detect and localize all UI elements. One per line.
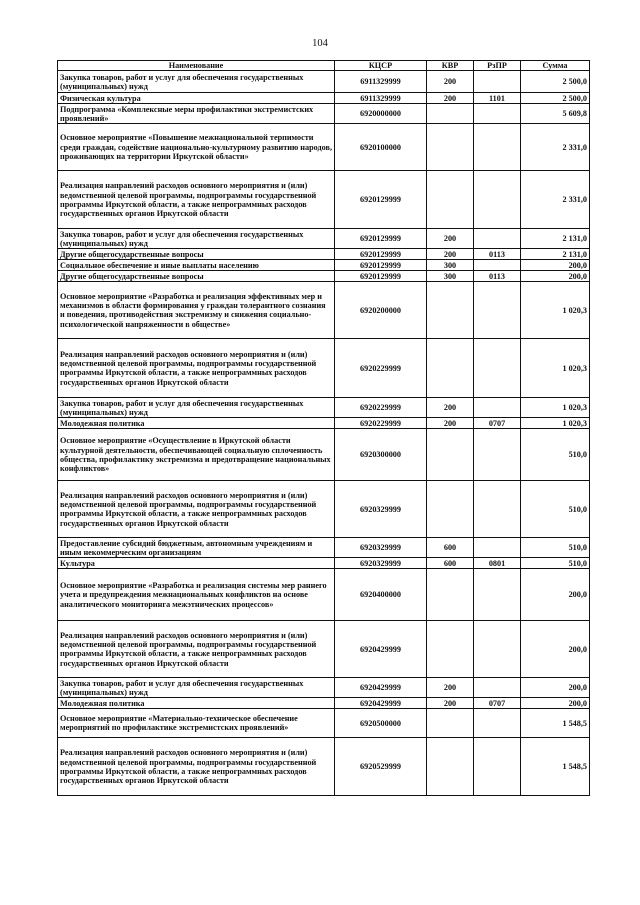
row-kcsr-cell: 6920000000 [335, 104, 427, 124]
table-row [58, 678, 590, 698]
row-rzpr-cell: 1101 [474, 93, 521, 104]
row-sum-cell: 5 609,8 [521, 104, 590, 124]
row-name-cell: Реализация направлений расходов основного мероприятия и (или) ведомственной целевой программы, подпрограммы государственной программы Иркутской области, а также непрограммных расходов государственных органов Иркутской области [58, 621, 335, 678]
row-rzpr-cell [474, 678, 521, 698]
row-rzpr-cell: 0707 [474, 418, 521, 429]
row-rzpr-cell [474, 709, 521, 738]
row-kvr-cell: 200 [427, 678, 474, 698]
row-sum-cell: 2 500,0 [521, 93, 590, 104]
column-header-name: Наименование [58, 61, 335, 71]
row-sum-cell: 1 548,5 [521, 738, 590, 796]
table-row [58, 104, 590, 124]
table-body [58, 71, 590, 796]
row-rzpr-cell: 0113 [474, 249, 521, 260]
column-header-kcsr: КЦСР [335, 61, 427, 71]
column-header-sum: Сумма [521, 61, 590, 71]
row-name-cell: Реализация направлений расходов основного мероприятия и (или) ведомственной целевой программы, подпрограммы государственной программы Иркутской области, а также непрограммных расходов государственных органов Иркутской области [58, 171, 335, 229]
row-name-cell: Основное мероприятие «Разработка и реализация системы мер раннего учета и предупреждения межнациональных конфликтов на основе аналитического мониторинга межэтнических процессов» [58, 569, 335, 621]
column-header-rzpr: РзПР [474, 61, 521, 71]
row-rzpr-cell [474, 124, 521, 171]
row-kvr-cell [427, 569, 474, 621]
row-rzpr-cell [474, 429, 521, 481]
row-rzpr-cell [474, 398, 521, 418]
table-row [58, 282, 590, 339]
row-kcsr-cell: 6920500000 [335, 709, 427, 738]
row-kvr-cell [427, 429, 474, 481]
table-row [58, 249, 590, 260]
row-sum-cell: 200,0 [521, 698, 590, 709]
row-sum-cell: 200,0 [521, 621, 590, 678]
table-row [58, 538, 590, 558]
row-name-cell: Физическая культура [58, 93, 335, 104]
row-kcsr-cell: 6920529999 [335, 738, 427, 796]
row-kcsr-cell: 6920100000 [335, 124, 427, 171]
row-kvr-cell [427, 339, 474, 398]
row-sum-cell: 200,0 [521, 569, 590, 621]
row-kvr-cell [427, 282, 474, 339]
row-name-cell: Закупка товаров, работ и услуг для обеспечения государственных (муниципальных) нужд [58, 678, 335, 698]
row-kcsr-cell: 6911329999 [335, 71, 427, 93]
row-sum-cell: 1 020,3 [521, 398, 590, 418]
row-sum-cell: 200,0 [521, 271, 590, 282]
row-rzpr-cell [474, 171, 521, 229]
row-kvr-cell [427, 124, 474, 171]
row-kvr-cell [427, 481, 474, 538]
row-sum-cell: 2 331,0 [521, 124, 590, 171]
row-kcsr-cell: 6920329999 [335, 558, 427, 569]
row-kvr-cell: 200 [427, 698, 474, 709]
row-sum-cell: 1 020,3 [521, 418, 590, 429]
row-kcsr-cell: 6920229999 [335, 418, 427, 429]
row-kcsr-cell: 6920429999 [335, 678, 427, 698]
row-kvr-cell: 200 [427, 229, 474, 249]
row-sum-cell: 510,0 [521, 558, 590, 569]
table-row [58, 418, 590, 429]
row-name-cell: Культура [58, 558, 335, 569]
row-sum-cell: 200,0 [521, 260, 590, 271]
row-kvr-cell [427, 738, 474, 796]
row-kvr-cell [427, 171, 474, 229]
row-rzpr-cell [474, 104, 521, 124]
row-rzpr-cell [474, 339, 521, 398]
row-name-cell: Другие общегосударственные вопросы [58, 249, 335, 260]
table-row [58, 229, 590, 249]
row-sum-cell: 2 331,0 [521, 171, 590, 229]
table-row [58, 698, 590, 709]
row-kvr-cell: 600 [427, 538, 474, 558]
row-sum-cell: 2 131,0 [521, 249, 590, 260]
row-name-cell: Реализация направлений расходов основного мероприятия и (или) ведомственной целевой программы, подпрограммы государственной программы Иркутской области, а также непрограммных расходов государственных органов Иркутской области [58, 738, 335, 796]
row-kcsr-cell: 6920429999 [335, 621, 427, 678]
row-rzpr-cell: 0707 [474, 698, 521, 709]
row-kvr-cell: 300 [427, 271, 474, 282]
table-row [58, 621, 590, 678]
page-number: 104 [312, 38, 328, 49]
table-header-row [58, 61, 590, 71]
row-sum-cell: 2 131,0 [521, 229, 590, 249]
table-row [58, 481, 590, 538]
row-name-cell: Закупка товаров, работ и услуг для обеспечения государственных (муниципальных) нужд [58, 71, 335, 93]
table-row [58, 429, 590, 481]
row-name-cell: Закупка товаров, работ и услуг для обеспечения государственных (муниципальных) нужд [58, 398, 335, 418]
row-name-cell: Реализация направлений расходов основного мероприятия и (или) ведомственной целевой программы, подпрограммы государственной программы Иркутской области, а также непрограммных расходов государственных органов Иркутской области [58, 481, 335, 538]
row-kvr-cell: 200 [427, 71, 474, 93]
row-kcsr-cell: 6920129999 [335, 229, 427, 249]
row-name-cell: Основное мероприятие «Повышение межнациональной терпимости среди граждан, содействие национально-культурному развитию народов, проживающих на территории Иркутской области» [58, 124, 335, 171]
row-sum-cell: 510,0 [521, 538, 590, 558]
row-rzpr-cell [474, 538, 521, 558]
row-kcsr-cell: 6920329999 [335, 481, 427, 538]
row-kvr-cell: 300 [427, 260, 474, 271]
row-name-cell: Основное мероприятие «Осуществление в Иркутской области культурной деятельности, обеспечивающей социальную сплоченность общества, профилактику экстремизма и предотвращение национальных конфликтов» [58, 429, 335, 481]
row-rzpr-cell [474, 260, 521, 271]
row-kcsr-cell: 6920129999 [335, 249, 427, 260]
budget-table [57, 60, 590, 796]
table-row [58, 260, 590, 271]
row-kvr-cell: 600 [427, 558, 474, 569]
row-name-cell: Другие общегосударственные вопросы [58, 271, 335, 282]
row-kcsr-cell: 6920200000 [335, 282, 427, 339]
row-kcsr-cell: 6920129999 [335, 171, 427, 229]
table-row [58, 339, 590, 398]
row-rzpr-cell [474, 229, 521, 249]
row-kcsr-cell: 6920229999 [335, 339, 427, 398]
table-row [58, 124, 590, 171]
row-sum-cell: 200,0 [521, 678, 590, 698]
row-sum-cell: 510,0 [521, 481, 590, 538]
row-name-cell: Реализация направлений расходов основного мероприятия и (или) ведомственной целевой программы, подпрограммы государственной программы Иркутской области, а также непрограммных расходов государственных органов Иркутской области [58, 339, 335, 398]
table-row [58, 709, 590, 738]
table-row [58, 93, 590, 104]
row-kvr-cell [427, 104, 474, 124]
row-kvr-cell: 200 [427, 249, 474, 260]
row-name-cell: Социальное обеспечение и иные выплаты населению [58, 260, 335, 271]
table-row [58, 71, 590, 93]
row-kcsr-cell: 6920429999 [335, 698, 427, 709]
row-rzpr-cell [474, 621, 521, 678]
row-kcsr-cell: 6920129999 [335, 271, 427, 282]
row-kvr-cell: 200 [427, 398, 474, 418]
column-header-kvr: КВР [427, 61, 474, 71]
row-name-cell: Закупка товаров, работ и услуг для обеспечения государственных (муниципальных) нужд [58, 229, 335, 249]
row-kcsr-cell: 6911329999 [335, 93, 427, 104]
row-kvr-cell: 200 [427, 418, 474, 429]
row-rzpr-cell [474, 71, 521, 93]
row-sum-cell: 1 548,5 [521, 709, 590, 738]
row-sum-cell: 1 020,3 [521, 339, 590, 398]
table-row [58, 171, 590, 229]
row-name-cell: Молодежная политика [58, 698, 335, 709]
table-row [58, 558, 590, 569]
row-rzpr-cell [474, 738, 521, 796]
row-name-cell: Основное мероприятие «Разработка и реализация эффективных мер и механизмов в области формирования у граждан толерантного сознания и поведения, противодействия экстремизму и снижения социально-психологической напряженности в обществе» [58, 282, 335, 339]
row-sum-cell: 1 020,3 [521, 282, 590, 339]
table-row [58, 738, 590, 796]
row-name-cell: Молодежная политика [58, 418, 335, 429]
row-kvr-cell: 200 [427, 93, 474, 104]
row-kvr-cell [427, 709, 474, 738]
row-kcsr-cell: 6920300000 [335, 429, 427, 481]
row-rzpr-cell: 0801 [474, 558, 521, 569]
row-kcsr-cell: 6920129999 [335, 260, 427, 271]
row-rzpr-cell [474, 569, 521, 621]
table-row [58, 569, 590, 621]
row-sum-cell: 2 500,0 [521, 71, 590, 93]
row-sum-cell: 510,0 [521, 429, 590, 481]
row-kcsr-cell: 6920329999 [335, 538, 427, 558]
row-rzpr-cell [474, 481, 521, 538]
row-name-cell: Подпрограмма «Комплексные меры профилактики экстремистских проявлений» [58, 104, 335, 124]
table-row [58, 398, 590, 418]
row-kvr-cell [427, 621, 474, 678]
row-name-cell: Основное мероприятие «Материально-техническое обеспечение мероприятий по профилактике экстремистских проявлений» [58, 709, 335, 738]
row-rzpr-cell: 0113 [474, 271, 521, 282]
row-rzpr-cell [474, 282, 521, 339]
row-kcsr-cell: 6920229999 [335, 398, 427, 418]
row-kcsr-cell: 6920400000 [335, 569, 427, 621]
row-name-cell: Предоставление субсидий бюджетным, автономным учреждениям и иным некоммерческим организациям [58, 538, 335, 558]
table-row [58, 271, 590, 282]
